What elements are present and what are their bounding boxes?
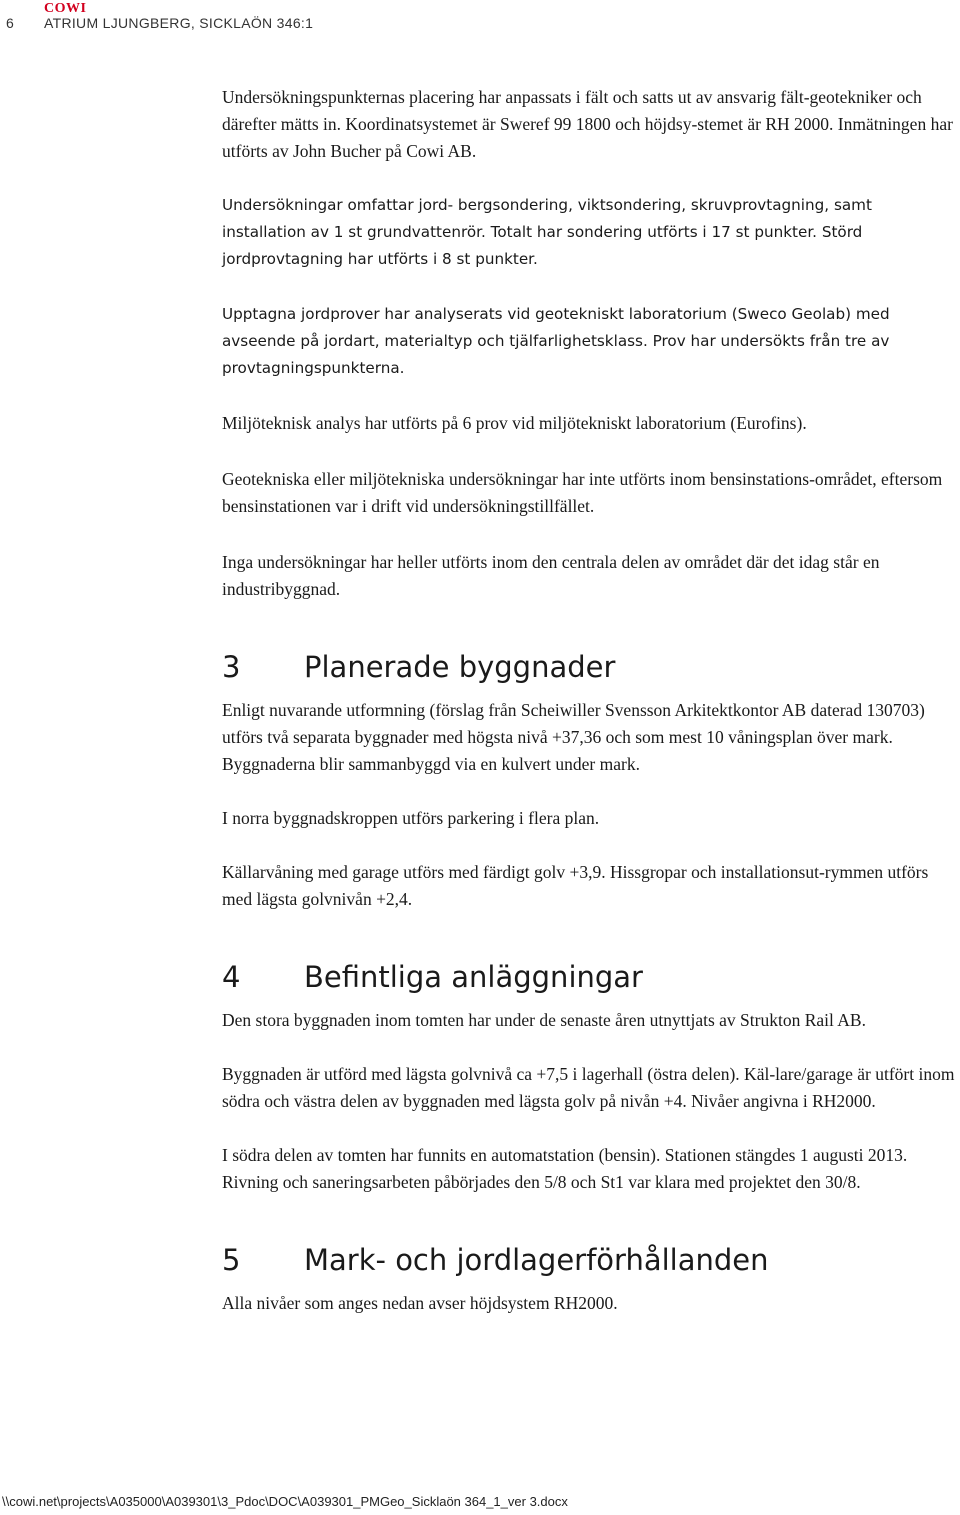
intro-paragraph-1: Undersökningspunkternas placering har anpassats i fält och satts ut av ansvarig fält-geotekniker och därefter mätts in. Koordinatsystemet är Sweref 99 1800 och höjdsy-stemet är RH 2000. Inmätningen har utförts av John Bucher på Cowi AB. (222, 87, 953, 161)
section-3-title: Planerade byggnader (304, 650, 616, 684)
document-title: ATRIUM LJUNGBERG, SICKLAÖN 346:1 (44, 15, 314, 31)
section-4-title: Befintliga anläggningar (304, 960, 643, 994)
page-number: 6 (6, 15, 14, 31)
file-path-footer: \\cowi.net\projects\A035000\A039301\3_Pdoc\DOC\A039301_PMGeo_Sicklaön 364_1_ver 3.docx (2, 1494, 568, 1509)
cowi-logo: COWI (44, 1, 87, 16)
section-3-paragraph-1: Enligt nuvarande utformning (förslag från Scheiwiller Svensson Arkitektkontor AB daterad 130703) utförs två separata byggnader med högsta nivå +37,36 och som mest 10 våningsplan över mark. Byggnaderna blir sammanbyggd via en kulvert under mark. (222, 700, 925, 774)
section-4-number: 4 (222, 960, 241, 994)
section-4-heading (222, 959, 957, 995)
section-3-heading (222, 649, 957, 685)
section-5-heading (222, 1242, 957, 1278)
section-3-number: 3 (222, 650, 241, 684)
section-5-paragraph-1: Alla nivåer som anges nedan avser höjdsystem RH2000. (222, 1293, 618, 1313)
intro-paragraph-6: Inga undersökningar har heller utförts inom den centrala delen av området där det idag står en industribyggnad. (222, 552, 880, 599)
intro-paragraph-5: Geotekniska eller miljötekniska undersökningar har inte utförts inom bensinstations-området, eftersom bensinstationen var i drift vid undersökningstillfället. (222, 469, 943, 516)
page-content (222, 84, 957, 1344)
section-3-paragraph-2: I norra byggnadskroppen utförs parkering i flera plan. (222, 808, 600, 828)
intro-paragraph-2: Undersökningar omfattar jord- bergsondering, viktsondering, skruvprovtagning, samt installation av 1 st grundvattenrör. Totalt har sondering utförts i 17 st punkter. Störd jordprovtagning har utförts i 8 st punkter. (222, 196, 872, 268)
section-5-number: 5 (222, 1243, 241, 1277)
page-header (0, 0, 960, 40)
section-3-paragraph-3: Källarvåning med garage utförs med färdigt golv +3,9. Hissgropar och installationsut-rymmen utförs med lägsta golvnivån +2,4. (222, 862, 929, 909)
section-4-paragraph-1: Den stora byggnaden inom tomten har under de senaste åren utnyttjats av Strukton Rail AB. (222, 1010, 866, 1030)
intro-paragraph-3: Upptagna jordprover har analyserats vid geotekniskt laboratorium (Sweco Geolab) med avseende på jordart, materialtyp och tjälfarlighetsklass. Prov har undersökts från tre av provtagningspunkterna. (222, 305, 890, 377)
section-5-title: Mark- och jordlagerförhållanden (304, 1243, 769, 1277)
intro-paragraph-4: Miljöteknisk analys har utförts på 6 prov vid miljötekniskt laboratorium (Eurofins). (222, 413, 807, 433)
section-4-paragraph-3: I södra delen av tomten har funnits en automatstation (bensin). Stationen stängdes 1 augusti 2013. Rivning och saneringsarbeten påbörjades den 5/8 och St1 var klara med projektet den 30/8. (222, 1145, 908, 1192)
section-4-paragraph-2: Byggnaden är utförd med lägsta golvnivå ca +7,5 i lagerhall (östra delen). Käl-lare/garage är utfört inom södra och västra delen av byggnaden med lägsta golv på nivån +4. Nivåer angivna i RH2000. (222, 1064, 955, 1111)
